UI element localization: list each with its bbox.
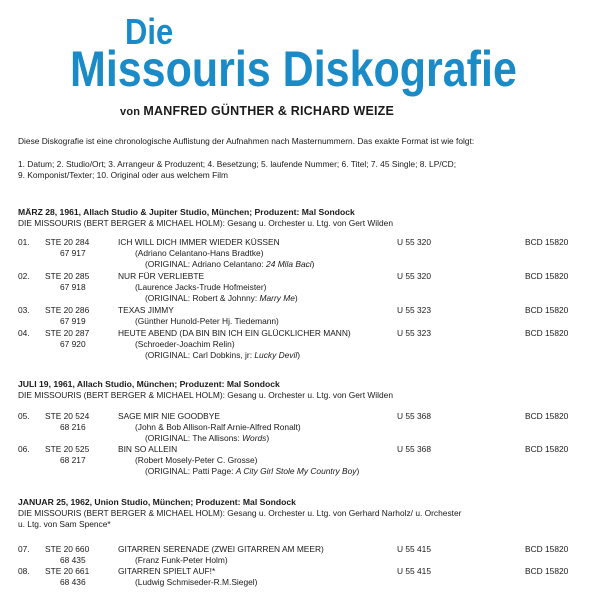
track-title: ICH WILL DICH IMMER WIEDER KÜSSEN: [118, 237, 280, 247]
track-original: [145, 293, 298, 304]
page-title: Missouris Diskografie: [70, 41, 517, 97]
track-composer: (Schroeder-Joachim Relin): [135, 339, 235, 349]
track-master: 68 217: [60, 455, 86, 465]
original-title: Lucky Devil: [254, 350, 298, 360]
track-number: 08.: [18, 566, 30, 576]
track-master: 67 920: [60, 339, 86, 349]
track-number: 04.: [18, 328, 30, 338]
track-single: U 55 320: [397, 237, 431, 247]
original-title: 24 Mila Baci: [266, 259, 312, 269]
session-heading: JANUAR 25, 1962, Union Studio, München; Produzent: Mal Sondock: [18, 497, 296, 507]
byline-authors: MANFRED GÜNTHER & RICHARD WEIZE: [143, 104, 395, 118]
title-die: Die: [125, 11, 174, 52]
track-original: [145, 466, 359, 477]
track-title: GITARREN SERENADE (ZWEI GITARREN AM MEER): [118, 544, 324, 554]
track-cd: BCD 15820: [525, 328, 569, 338]
track-ste: STE 20 661: [45, 566, 90, 576]
track-number: 03.: [18, 305, 30, 315]
track-composer: (Franz Funk-Peter Holm): [135, 555, 228, 565]
track-ste: STE 20 660: [45, 544, 90, 554]
track-composer: (Ludwig Schmiseder-R.M.Siegel): [135, 577, 258, 587]
track-cd: BCD 15820: [525, 271, 569, 281]
track-original: [145, 259, 314, 270]
original-prefix: (ORIGINAL: The Allisons:: [145, 433, 243, 443]
track-title: NUR FÜR VERLIEBTE: [118, 271, 205, 281]
track-number: 01.: [18, 237, 30, 247]
original-prefix: (ORIGINAL: Carl Dobkins, jr:: [145, 350, 255, 360]
track-single: U 55 323: [397, 305, 431, 315]
original-suffix: ): [266, 433, 270, 443]
track-number: 07.: [18, 544, 30, 554]
session-lineup: DIE MISSOURIS (BERT BERGER & MICHAEL HOLM): Gesang u. Orchester u. Ltg. von Gerhard Narholz/ u. Orchester: [18, 508, 462, 518]
track-single: U 55 320: [397, 271, 431, 281]
original-prefix: (ORIGINAL: Robert & Johnny:: [145, 293, 260, 303]
intro-line-1: Diese Diskografie ist eine chronologische Auflistung der Aufnahmen nach Masternummern. Das exakte Format ist wie folgt:: [18, 136, 475, 146]
track-single: U 55 368: [397, 411, 431, 421]
track-ste: STE 20 284: [45, 237, 90, 247]
track-original: [145, 433, 269, 444]
track-cd: BCD 15820: [525, 237, 569, 247]
track-title: HEUTE ABEND (DA BIN BIN ICH EIN GLÜCKLICHER MANN): [118, 328, 351, 338]
byline-von: von: [120, 106, 141, 118]
track-title: BIN SO ALLEIN: [118, 444, 178, 454]
track-row: [18, 411, 593, 445]
track-number: 02.: [18, 271, 30, 281]
track-title: TEXAS JIMMY: [118, 305, 174, 315]
original-prefix: (ORIGINAL: Adriano Celantano:: [145, 259, 267, 269]
track-ste: STE 20 285: [45, 271, 90, 281]
track-number: 05.: [18, 411, 30, 421]
track-master: 68 436: [60, 577, 86, 587]
original-title: A City Girl Stole My Country Boy: [235, 466, 357, 476]
track-cd: BCD 15820: [525, 544, 569, 554]
track-row: [18, 271, 593, 305]
track-cd: BCD 15820: [525, 305, 569, 315]
track-number: 06.: [18, 444, 30, 454]
track-single: U 55 323: [397, 328, 431, 338]
track-ste: STE 20 286: [45, 305, 90, 315]
session-lineup-cont: u. Ltg. von Sam Spence*: [18, 519, 111, 529]
track-cd: BCD 15820: [525, 566, 569, 576]
track-single: U 55 415: [397, 544, 431, 554]
original-suffix: ): [311, 259, 315, 269]
byline: [120, 104, 394, 118]
track-master: 68 216: [60, 422, 86, 432]
session-lineup: DIE MISSOURIS (BERT BERGER & MICHAEL HOLM): Gesang u. Orchester u. Ltg. von Gert Wilden: [18, 390, 393, 400]
track-single: U 55 415: [397, 566, 431, 576]
intro-line-3: 9. Komponist/Texter; 10. Original oder aus welchem Film: [18, 170, 228, 180]
intro-line-2: 1. Datum; 2. Studio/Ort; 3. Arrangeur & Produzent; 4. Besetzung; 5. laufende Nummer; 6. Titel; 7. 45 Single; 8. LP/CD;: [18, 159, 457, 169]
original-suffix: ): [294, 293, 298, 303]
original-title: Words: [242, 433, 267, 443]
track-row: [18, 444, 593, 478]
original-title: Marry Me: [259, 293, 295, 303]
track-composer: (Adriano Celantano-Hans Bradtke): [135, 248, 264, 258]
track-master: 67 919: [60, 316, 86, 326]
track-master: 67 917: [60, 248, 86, 258]
track-row: [18, 237, 593, 271]
session-heading: JULI 19, 1961, Allach Studio, München; Produzent: Mal Sondock: [18, 379, 280, 389]
track-composer: (Günther Hunold-Peter Hj. Tiedemann): [135, 316, 279, 326]
track-cd: BCD 15820: [525, 411, 569, 421]
track-ste: STE 20 525: [45, 444, 90, 454]
track-composer: (Robert Mosely-Peter C. Grosse): [135, 455, 258, 465]
track-title: SAGE MIR NIE GOODBYE: [118, 411, 220, 421]
track-cd: BCD 15820: [525, 444, 569, 454]
track-composer: (John & Bob Allison-Ralf Arnie-Alfred Ronalt): [135, 422, 301, 432]
session-lineup: DIE MISSOURIS (BERT BERGER & MICHAEL HOLM): Gesang u. Orchester u. Ltg. von Gert Wilden: [18, 218, 393, 228]
track-row: [18, 328, 593, 362]
track-ste: STE 20 287: [45, 328, 90, 338]
track-row: [18, 566, 593, 600]
track-single: U 55 368: [397, 444, 431, 454]
track-ste: STE 20 524: [45, 411, 90, 421]
original-prefix: (ORIGINAL: Patti Page:: [145, 466, 236, 476]
track-master: 68 435: [60, 555, 86, 565]
track-title: GITARREN SPIELT AUF!*: [118, 566, 216, 576]
track-original: [145, 350, 300, 361]
session-heading: MÄRZ 28, 1961, Allach Studio & Jupiter Studio, München; Produzent: Mal Sondock: [18, 207, 355, 217]
track-composer: (Laurence Jacks-Trude Hofmeister): [135, 282, 267, 292]
original-suffix: ): [356, 466, 360, 476]
track-master: 67 918: [60, 282, 86, 292]
original-suffix: ): [297, 350, 300, 360]
